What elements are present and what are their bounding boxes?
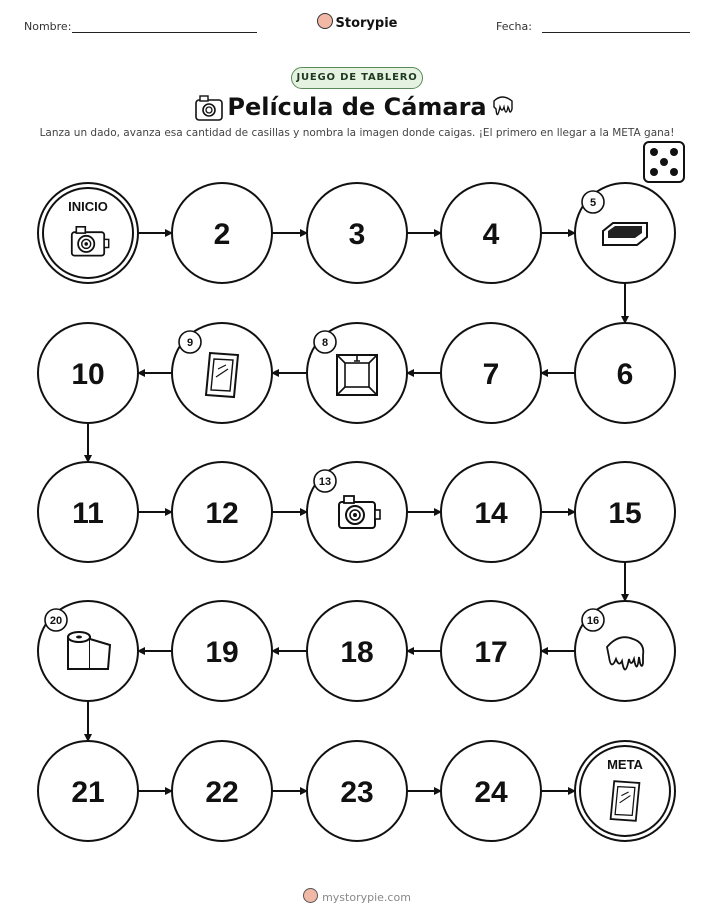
board-cell-20 bbox=[38, 601, 138, 701]
board-cell-24 bbox=[441, 741, 541, 841]
board-cell-14 bbox=[441, 462, 541, 562]
cell-number-badge: 9 bbox=[186, 337, 194, 349]
cell-number: 18 bbox=[340, 636, 374, 669]
board-cell-16 bbox=[575, 601, 675, 701]
film-plate-icon bbox=[611, 781, 640, 821]
board-cell-22 bbox=[172, 741, 272, 841]
cell-number: 17 bbox=[474, 636, 508, 669]
board-cell-8 bbox=[307, 323, 407, 423]
board-cell-23 bbox=[307, 741, 407, 841]
cell-number: 14 bbox=[474, 497, 508, 530]
board-cell-7 bbox=[441, 323, 541, 423]
cell-number-badge: 5 bbox=[589, 197, 597, 209]
start-label: INICIO bbox=[68, 199, 108, 214]
board-cell-17 bbox=[441, 601, 541, 701]
cell-number-badge: 8 bbox=[321, 337, 329, 349]
film-plate-icon bbox=[206, 353, 238, 397]
cell-number: 3 bbox=[348, 218, 366, 251]
cell-number: 12 bbox=[205, 497, 239, 530]
cell-number-badge: 16 bbox=[586, 615, 600, 627]
cell-number: 24 bbox=[474, 776, 508, 809]
board-cell-21 bbox=[38, 741, 138, 841]
page-title: Película de Cámara bbox=[227, 93, 487, 121]
board-cell-15 bbox=[575, 462, 675, 562]
cell-number: 2 bbox=[213, 218, 231, 251]
game-tag: JUEGO DE TABLERO bbox=[291, 67, 423, 89]
footer-url: mystorypie.com bbox=[322, 891, 411, 904]
board-cell-10 bbox=[38, 323, 138, 423]
name-label: Nombre: bbox=[24, 20, 72, 33]
cell-number: 10 bbox=[71, 358, 105, 391]
board-cell-25 bbox=[575, 741, 675, 841]
cell-number: 22 bbox=[205, 776, 239, 809]
board-cell-12 bbox=[172, 462, 272, 562]
cell-number: 11 bbox=[72, 497, 104, 530]
instructions: Lanza un dado, avanza esa cantidad de casillas y nombra la imagen donde caigas. ¡El primero en llegar a la META gana! bbox=[39, 127, 675, 139]
cell-number: 23 bbox=[340, 776, 374, 809]
board-cell-18 bbox=[307, 601, 407, 701]
cell-number: 19 bbox=[205, 636, 239, 669]
board-cell-1 bbox=[38, 183, 138, 283]
cell-number-badge: 20 bbox=[49, 615, 63, 627]
title-camera-icon bbox=[196, 96, 222, 120]
finish-label: META bbox=[607, 757, 643, 772]
developing-tray-icon bbox=[603, 223, 647, 245]
board-cell-5 bbox=[575, 183, 675, 283]
brand-name: Storypie bbox=[335, 16, 398, 31]
board-cells bbox=[38, 183, 675, 841]
title-drip-icon bbox=[494, 97, 512, 115]
board-cell-2 bbox=[172, 183, 272, 283]
board-cell-11 bbox=[38, 462, 138, 562]
board-cell-4 bbox=[441, 183, 541, 283]
dripping-liquid-icon bbox=[607, 637, 643, 669]
cell-number: 4 bbox=[482, 218, 500, 251]
board-cell-9 bbox=[172, 323, 272, 423]
cell-number: 6 bbox=[616, 358, 634, 391]
darkroom-safelight-icon bbox=[337, 355, 377, 395]
board-cell-13 bbox=[307, 462, 407, 562]
footer bbox=[0, 888, 714, 904]
cell-number: 21 bbox=[71, 776, 105, 809]
date-label: Fecha: bbox=[496, 20, 532, 33]
cell-number-badge: 13 bbox=[318, 476, 332, 488]
board-cell-6 bbox=[575, 323, 675, 423]
cell-number: 7 bbox=[482, 358, 500, 391]
cell-number: 15 bbox=[608, 497, 642, 530]
die-icon bbox=[644, 142, 684, 182]
board-cell-3 bbox=[307, 183, 407, 283]
storypie-footer-logo-icon bbox=[303, 888, 318, 903]
board-cell-19 bbox=[172, 601, 272, 701]
